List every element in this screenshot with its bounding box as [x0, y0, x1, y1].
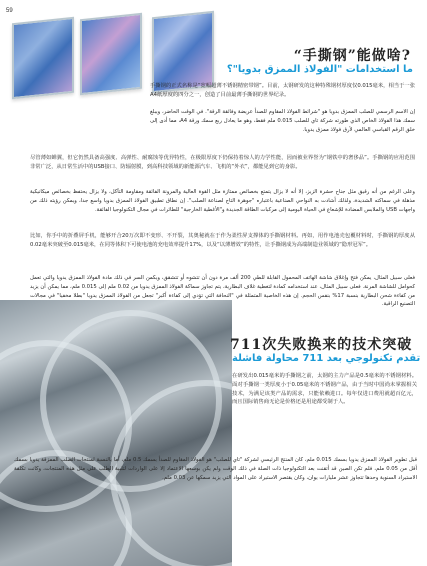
paragraph-1-chinese: 手撕钢的正式名称是“宽幅超薄不锈钢精密带钢”。目前，太钢研发的这种特殊钢材厚度仅0.015毫米，相当于一张A4纸厚度的四分之一，创造了目前最薄手撕钢的世界纪录。 [150, 83, 415, 98]
paragraph-1-arabic: إن الاسم الرسمي للصلب الممزق بدويا هو "شرائط الفولاذ المقاوم للصدأ عريضة وفائقة الرقة". في الوقت الحاضر، ويبلغ سمك هذا الفولاذ الخاص الذي طورته شركة تاي للصلب 0.015 ملم فقط، وهو ما يعادل ربع سمك ورقة A4، مما أدى إلى خلق الرقم القياسي العالمي لأرق فولاذ ممزق يدويا. [150, 109, 415, 133]
section1-title-chinese: “手撕钢”能做啥? [293, 48, 411, 64]
paragraph-2-arabic: وعلى الرغم من أنه رقيق مثل جناح حشرة الزيز، إلا أنه لا يزال يتمتع بخصائص ممتازة مثل القوة العالية والمرونة الفائقة ومقاومة التآكل، ولا يزال يحتفظ بخصائص ميكانيكية مذهلة في سماكته الشديدة، ولذلك أشادت به النواحي الصناعية باعتباره "جوهرة التاج لصناعة الصلب". إن نطاق تطبيق الفولاذ الممزق بدويا واسع جدا، ويمكن رؤيته ذلك من واجهات USB والملابس المضادة للإشعاع في الحياة اليومية إلى مركبات الطاقة الجديدة و"الأغطية الخارجية" للطائرات في مجال التكنولوجيا الفائقة. [30, 189, 415, 213]
paragraph-4-arabic: قبل تطوير الفولاذ الممزق يدويا بسمك 0.015 ملم، كان المنتج الرئيسي لشركة "تاي للصلب" هو الفولاذ المقاوم للصدأ بسمك 0.5 ملم، أما بالنسبة لمنتجات الصلب الممزقة يدويا بسمك أقل من 0.05 ملم، فلم تكن الصين قد أتقنت بعد التكنولوجيا ذات الصلة في ذلك الوقت ولم يكن بوسعها الاعتماد إلا على الواردات لتلبية الطلب على مثل هذه المنتجات، وكانت تكلفة الاستيراد السنوية وحدها تتجاوز عشر مليارات يوان، وكان يقتصر الاستيراد على المواد التي يزيد سمكها عن 0.03 ملم. [14, 457, 418, 481]
steel-panel-image [12, 17, 74, 100]
section1-title-arabic: ما استخدامات "الفولاذ الممزق بدويا"؟ [226, 64, 413, 75]
steel-coils-photo [0, 300, 232, 566]
section2-title-chinese: 711次失败换来的技术突破 [230, 337, 413, 353]
paragraph-3-arabic: فعلى سبيل المثال، يمكن فتح وإغلاق شاشة الهاتف المحمول القابلة للطي 200 ألف مرة دون أن تتشوه أو تتشقق، ويكمن السر في ذلك مادة الفولاذ الممزق يدويا والتي تعمل كحوامل للشاشة المرنة. فعلى سبيل المثال، عند استخدامه كمادة لتغطية غلاف البطارية، يتم تجاوز سماكة الفولاذ الممزق يدويا من 0.02 ملم إلى 0.015 ملم، مما يمكن أن يزيد من كفاءة شحن البطارية بنسبة 17% بنفس الحجم. إن هذه الخاصية المتمثلة في "النحافة التي تؤدي إلى كفاءة أكبر" تجعل من الفولاذ الممزق يدويا "بطلا مخفيا" في مجالات التصنيع الراقية. [30, 275, 415, 308]
paragraph-3-chinese: 比如，你手中的折叠屏手机，能够开合20万次即不变形、不开裂，其奥秘就在于作为柔性屏支撑体的手撕钢材料。再如，用作电池壳包覆材料时，手撕钢的厚度从0.02毫米突破至0.015毫米，在同等体积下可使电池的充电效率提升17%，以及“以薄增效”的特性，让手撕钢成为高端制造业领域的“隐形冠军”。 [30, 233, 415, 248]
steel-panel-image [80, 13, 142, 96]
paragraph-4-chinese: 在研发出0.015毫米的手撕钢之前，太钢的主力产品是0.5毫米的不锈钢材料。面对手撕钢一类厚度小于0.05毫米的不锈钢产品，由于当时中国尚未掌握相关技术，为满足该类产品的需求，只能依赖进口。每年仅进口费用就超百亿元，而且国际销售商无论是价格还是用途都受制于人。 [232, 373, 417, 406]
page-number: 59 [6, 8, 13, 14]
steel-panel-image [152, 11, 214, 94]
paragraph-2-chinese: 尽管薄如蝉翼，但它仍然具备高强度、高弹性、耐腐蚀等优异特性，在极限厚度下仍保持着惊人的力学性能，因而被业界誉为“钢铁中的奢侈品”。手撕钢的应用范围非常广泛，从日常生活中的USB接口、防辐射膜，到高科技领域的新能源汽车、飞机的“外衣”，都能见到它的身影。 [30, 155, 415, 170]
section2-title-arabic: تقدم تكنولوجي بعد 711 محاولة فاشلة [232, 353, 421, 364]
